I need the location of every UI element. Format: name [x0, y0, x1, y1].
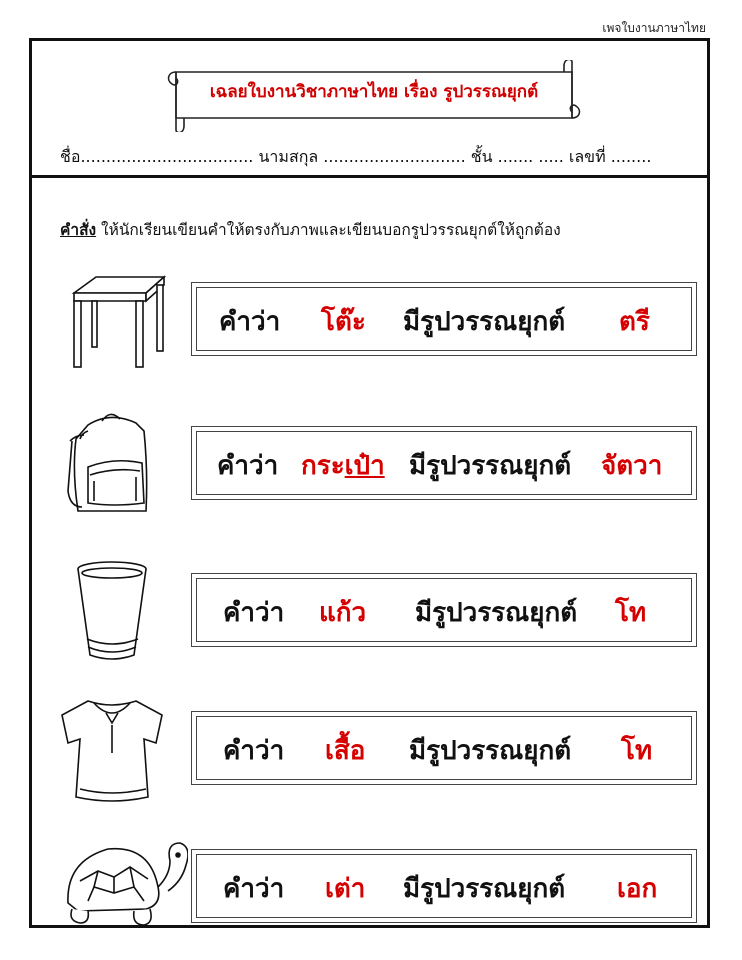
shirt-picture [58, 693, 168, 803]
answer-word: เต่า [325, 874, 366, 904]
answer-box [191, 282, 697, 356]
turtle-icon [58, 831, 188, 931]
instruction-label: คำสั่ง [60, 221, 97, 239]
answer-tone: โท [615, 598, 647, 628]
turtle-picture [58, 831, 188, 941]
tone-prefix: มีรูปวรรณยุกต์ [403, 874, 566, 904]
answer-word: แก้ว [319, 598, 367, 628]
answer-tone: โท [621, 736, 653, 766]
tone-prefix: มีรูปวรรณยุกต์ [403, 307, 566, 337]
backpack-picture [58, 411, 168, 521]
word-prefix: คำว่า [223, 598, 285, 628]
tone-prefix: มีรูปวรรณยุกต์ [409, 736, 572, 766]
answer-box [191, 711, 697, 785]
backpack-icon [58, 411, 168, 521]
answer-tone: เอก [617, 874, 658, 904]
answer-box [191, 849, 697, 923]
table-picture [58, 271, 168, 381]
tone-prefix: มีรูปวรรณยุกต์ [415, 598, 578, 628]
shirt-icon [58, 693, 168, 803]
answer-tone: จัตวา [601, 451, 663, 481]
glass-picture [58, 555, 168, 665]
glass-icon [58, 555, 168, 665]
word-prefix: คำว่า [219, 307, 281, 337]
answer-box [191, 426, 697, 500]
word-prefix: คำว่า [223, 736, 285, 766]
answer-word: เสื้อ [325, 736, 366, 766]
instruction [60, 217, 561, 242]
tone-prefix: มีรูปวรรณยุกต์ [409, 451, 572, 481]
name-line: ชื่อ.................................. นามสกุล ............................ ชั้น ....... ..... เลขที่ ........ [60, 147, 652, 166]
answer-word-part1: กระ [301, 451, 345, 481]
source-label: เพจใบงานภาษาไทย [602, 21, 706, 35]
word-prefix: คำว่า [223, 874, 285, 904]
word-prefix: คำว่า [217, 451, 279, 481]
answer-word-part2: เป๋า [344, 451, 385, 481]
page-title: เฉลยใบงานวิชาภาษาไทย เรื่อง รูปวรรณยุกต์ [209, 82, 539, 102]
answer-word: โต๊ะ [321, 307, 366, 337]
answer-tone: ตรี [619, 307, 650, 337]
answer-word [301, 445, 385, 486]
table-icon [58, 271, 168, 381]
answer-box [191, 573, 697, 647]
header-divider [32, 175, 707, 178]
instruction-text: ให้นักเรียนเขียนคำให้ตรงกับภาพและเขียนบอกรูปวรรณยุกต์ให้ถูกต้อง [96, 221, 561, 239]
worksheet-frame [29, 38, 710, 928]
title-banner [162, 60, 582, 132]
